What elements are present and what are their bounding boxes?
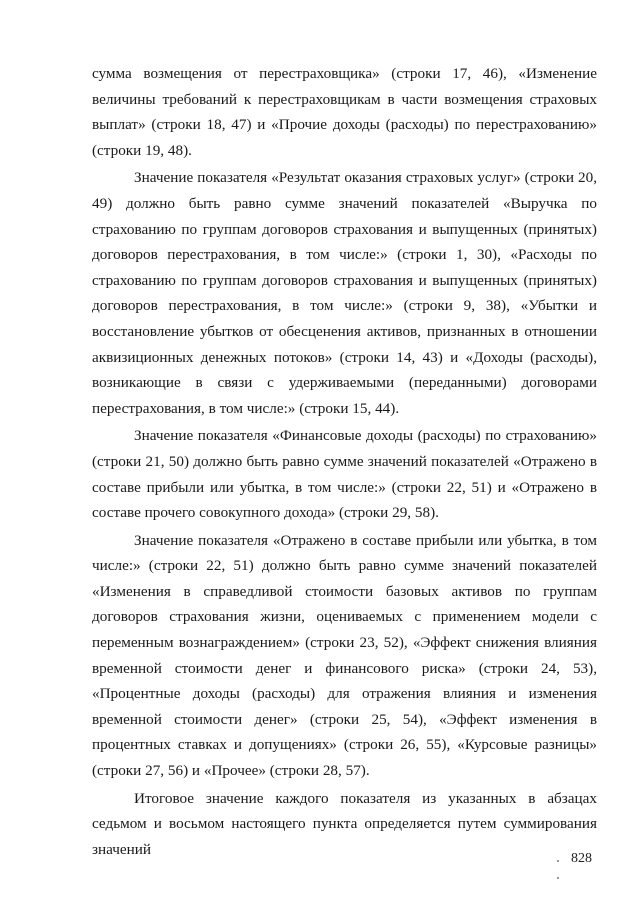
page-number: 828 [571, 851, 592, 866]
paragraph-5: Итоговое значение каждого показателя из указанных в абзацах седьмом и восьмом настоящего пункта определяется путем суммирования значений [92, 789, 597, 858]
scan-speck [557, 860, 559, 862]
paragraph-3: Значение показателя «Финансовые доходы (расходы) по страхованию» (строки 21, 50) должно быть равно сумме значений показателей «Отражено в составе прибыли или убытка, в том числе:» (строки 22, 51) и «Отражено в составе прочего совокупного дохода» (строки 29, 58). [92, 427, 597, 522]
document-page [92, 61, 597, 862]
paragraph-2: Значение показателя «Результат оказания страховых услуг» (строки 20, 49) должно быть равно сумме значений показателей «Выручка по страхованию по группам договоров страхования и выпущенных (принятых) договоров перестрахования, в том числе:» (строки 1, 30), «Расходы по страхованию по группам договоров страхования и выпущенных (принятых) договоров перестрахования, в том числе:» (строки 9, 38), «Убытки и восстановление убытков от обесценения активов, признанных в отношении аквизиционных денежных потоков» (строки 14, 43) и «Доходы (расходы), возникающие в связи с удерживаемыми (переданными) договорами перестрахования, в том числе:» (строки 15, 44). [92, 169, 597, 417]
paragraph-4: Значение показателя «Отражено в составе прибыли или убытка, в том числе:» (строки 22, 51) должно быть равно сумме значений показателей «Изменения в справедливой стоимости базовых активов по группам договоров страхования жизни, оцениваемых с применением модели с переменным вознаграждением» (строки 23, 52), «Эффект снижения влияния временной стоимости денег и финансового риска» (строки 24, 53), «Процентные доходы (расходы) для отражения влияния и изменения временной стоимости денег» (строки 25, 54), «Эффект изменения в процентных ставках и допущениях» (строки 26, 55), «Курсовые разницы» (строки 27, 56) и «Прочее» (строки 28, 57). [92, 531, 597, 780]
paragraph-1: сумма возмещения от перестраховщика» (строки 17, 46), «Изменение величины требований к перестраховщикам в части возмещения страховых выплат» (строки 18, 47) и «Прочие доходы (расходы) по перестрахованию» (строки 19, 48). [92, 65, 597, 159]
scan-speck [557, 877, 559, 879]
